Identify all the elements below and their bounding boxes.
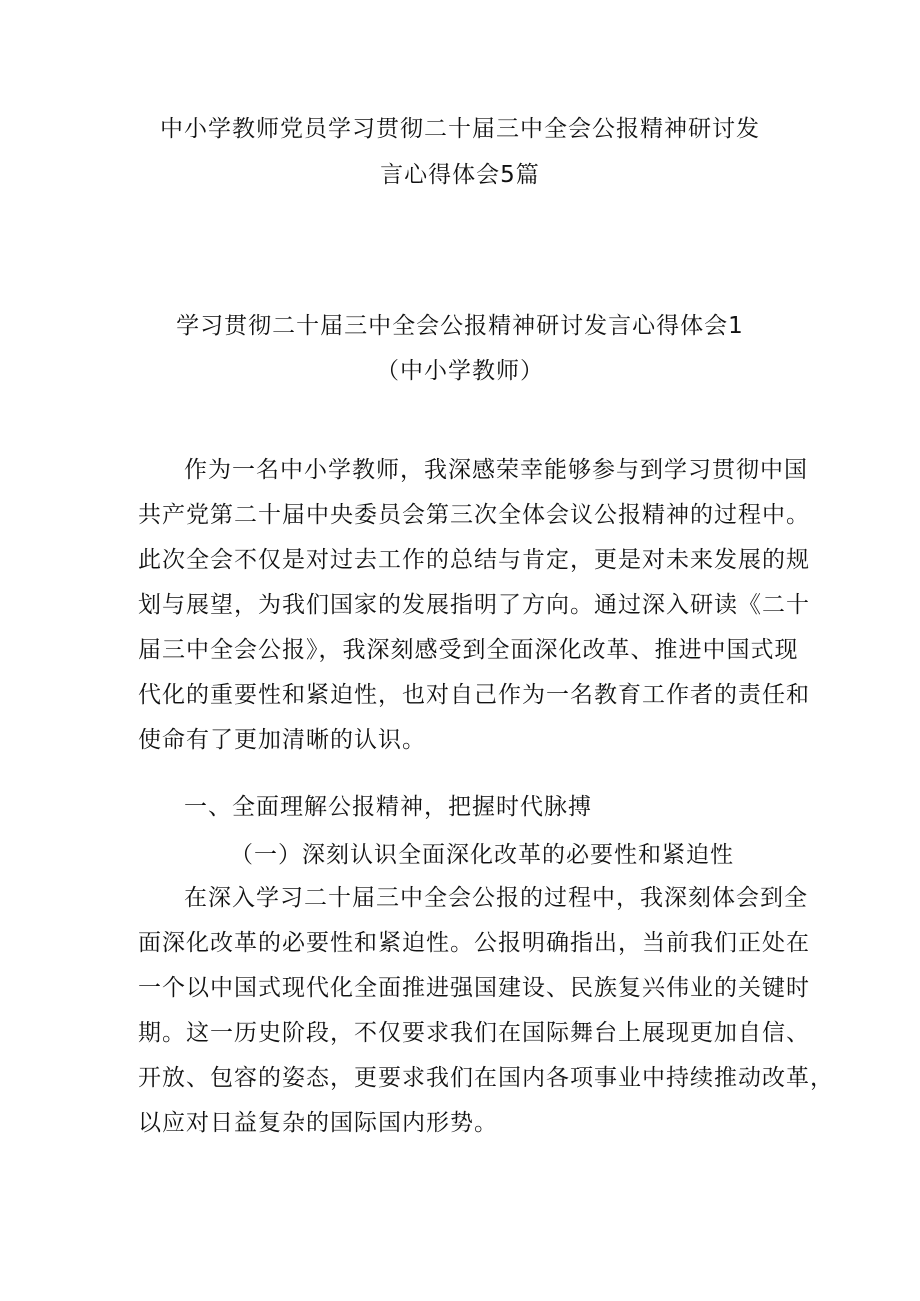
paragraph-line: 作为一名中小学教师，我深感荣幸能够参与到学习贯彻中国 [184, 457, 808, 483]
paragraph-line: 此次全会不仅是对过去工作的总结与肯定，更是对未来发展的规 [138, 547, 810, 573]
paragraph-line: 划与展望，为我们国家的发展指明了方向。通过深入研读《二十 [138, 592, 810, 618]
paragraph-line: 代化的重要性和紧迫性，也对自己作为一名教育工作者的责任和 [138, 682, 810, 708]
paragraph-line: 一个以中国式现代化全面推进强国建设、民族复兴伟业的关键时 [138, 975, 810, 1001]
paragraph-intro [138, 448, 810, 763]
heading-level-2: （一）深刻认识全面深化改革的必要性和紧迫性 [230, 842, 734, 868]
section-title-line-1: 学习贯彻二十届三中全会公报精神研讨发言心得体会1 [176, 313, 744, 339]
paragraph-line: 开放、包容的姿态，更要求我们在国内各项事业中持续推动改革， [138, 1065, 834, 1091]
heading-level-1: 一、全面理解公报精神，把握时代脉搏 [184, 794, 592, 820]
paragraph-line: 届三中全会公报》，我深刻感受到全面深化改革、推进中国式现 [138, 637, 799, 663]
document-title-line-2: 言心得体会5篇 [380, 162, 540, 188]
paragraph-line: 面深化改革的必要性和紧迫性。公报明确指出，当前我们正处在 [138, 930, 810, 956]
paragraph-reform [138, 876, 834, 1146]
document-title-line-1: 中小学教师党员学习贯彻二十届三中全会公报精神研讨发 [160, 116, 760, 142]
paragraph-line: 以应对日益复杂的国际国内形势。 [138, 1110, 498, 1136]
paragraph-line: 使命有了更加清晰的认识。 [138, 727, 426, 753]
paragraph-line: 共产党第二十届中央委员会第三次全体会议公报精神的过程中。 [138, 502, 810, 528]
section-subtitle: （中小学教师） [376, 358, 544, 384]
paragraph-line: 期。这一历史阶段，不仅要求我们在国际舞台上展现更加自信、 [138, 1020, 810, 1046]
paragraph-line: 在深入学习二十届三中全会公报的过程中，我深刻体会到全 [184, 885, 808, 911]
